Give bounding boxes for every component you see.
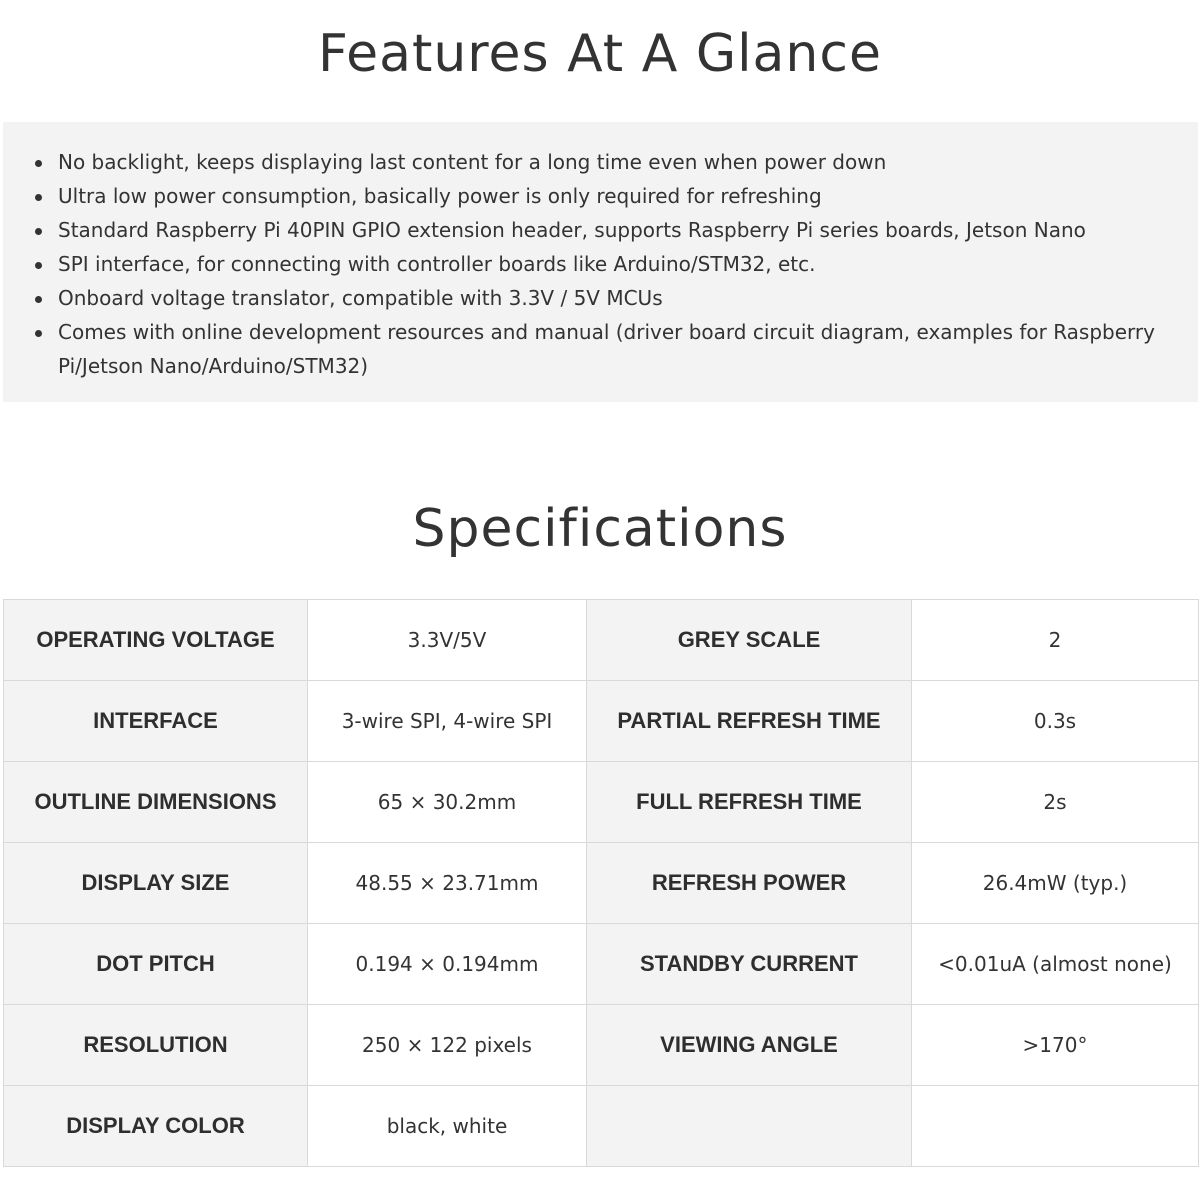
spec-label: DISPLAY SIZE [4, 843, 308, 924]
feature-text: No backlight, keeps displaying last content for a long time even when power down [58, 150, 887, 174]
spec-value: >170° [912, 1005, 1199, 1086]
spec-value: <0.01uA (almost none) [912, 924, 1199, 1005]
bullet-icon [35, 330, 42, 337]
spec-value: 26.4mW (typ.) [912, 843, 1199, 924]
spec-value: 250 × 122 pixels [308, 1005, 587, 1086]
table-row [4, 762, 1199, 843]
spec-value-empty [912, 1086, 1199, 1167]
feature-item [35, 179, 1155, 213]
spec-label: OPERATING VOLTAGE [4, 600, 308, 681]
feature-item [35, 315, 1155, 383]
feature-text: Comes with online development resources and manual (driver board circuit diagram, examples for Raspberry Pi/Jetson Nano/Arduino/STM32) [58, 320, 1155, 378]
spec-label: VIEWING ANGLE [587, 1005, 912, 1086]
features-title: Features At A Glance [318, 24, 882, 84]
spec-label: FULL REFRESH TIME [587, 762, 912, 843]
spec-label: DISPLAY COLOR [4, 1086, 308, 1167]
spec-label: STANDBY CURRENT [587, 924, 912, 1005]
spec-label: OUTLINE DIMENSIONS [4, 762, 308, 843]
features-panel [3, 122, 1198, 402]
feature-text: SPI interface, for connecting with controller boards like Arduino/STM32, etc. [58, 252, 816, 276]
spec-value: 3.3V/5V [308, 600, 587, 681]
table-row [4, 1005, 1199, 1086]
bullet-icon [35, 262, 42, 269]
spec-value: 2 [912, 600, 1199, 681]
spec-label: INTERFACE [4, 681, 308, 762]
bullet-icon [35, 160, 42, 167]
feature-item [35, 145, 1155, 179]
spec-label: PARTIAL REFRESH TIME [587, 681, 912, 762]
spec-value: 0.3s [912, 681, 1199, 762]
feature-item [35, 247, 1155, 281]
table-row [4, 843, 1199, 924]
spec-label-empty [587, 1086, 912, 1167]
spec-value: 3-wire SPI, 4-wire SPI [308, 681, 587, 762]
feature-text: Standard Raspberry Pi 40PIN GPIO extension header, supports Raspberry Pi series boards, Jetson Nano [58, 218, 1086, 242]
spec-label: GREY SCALE [587, 600, 912, 681]
features-list [35, 145, 1155, 383]
spec-label: RESOLUTION [4, 1005, 308, 1086]
bullet-icon [35, 194, 42, 201]
bullet-icon [35, 296, 42, 303]
table-row [4, 924, 1199, 1005]
table-row [4, 681, 1199, 762]
table-row [4, 600, 1199, 681]
table-row [4, 1086, 1199, 1167]
specifications-title: Specifications [412, 499, 788, 559]
feature-text: Ultra low power consumption, basically power is only required for refreshing [58, 184, 822, 208]
spec-label: DOT PITCH [4, 924, 308, 1005]
feature-text: Onboard voltage translator, compatible with 3.3V / 5V MCUs [58, 286, 663, 310]
specifications-table [3, 599, 1199, 1167]
feature-item [35, 281, 1155, 315]
spec-value: 65 × 30.2mm [308, 762, 587, 843]
spec-label: REFRESH POWER [587, 843, 912, 924]
spec-value: 0.194 × 0.194mm [308, 924, 587, 1005]
bullet-icon [35, 228, 42, 235]
spec-value: 2s [912, 762, 1199, 843]
spec-value: black, white [308, 1086, 587, 1167]
spec-value: 48.55 × 23.71mm [308, 843, 587, 924]
feature-item [35, 213, 1155, 247]
